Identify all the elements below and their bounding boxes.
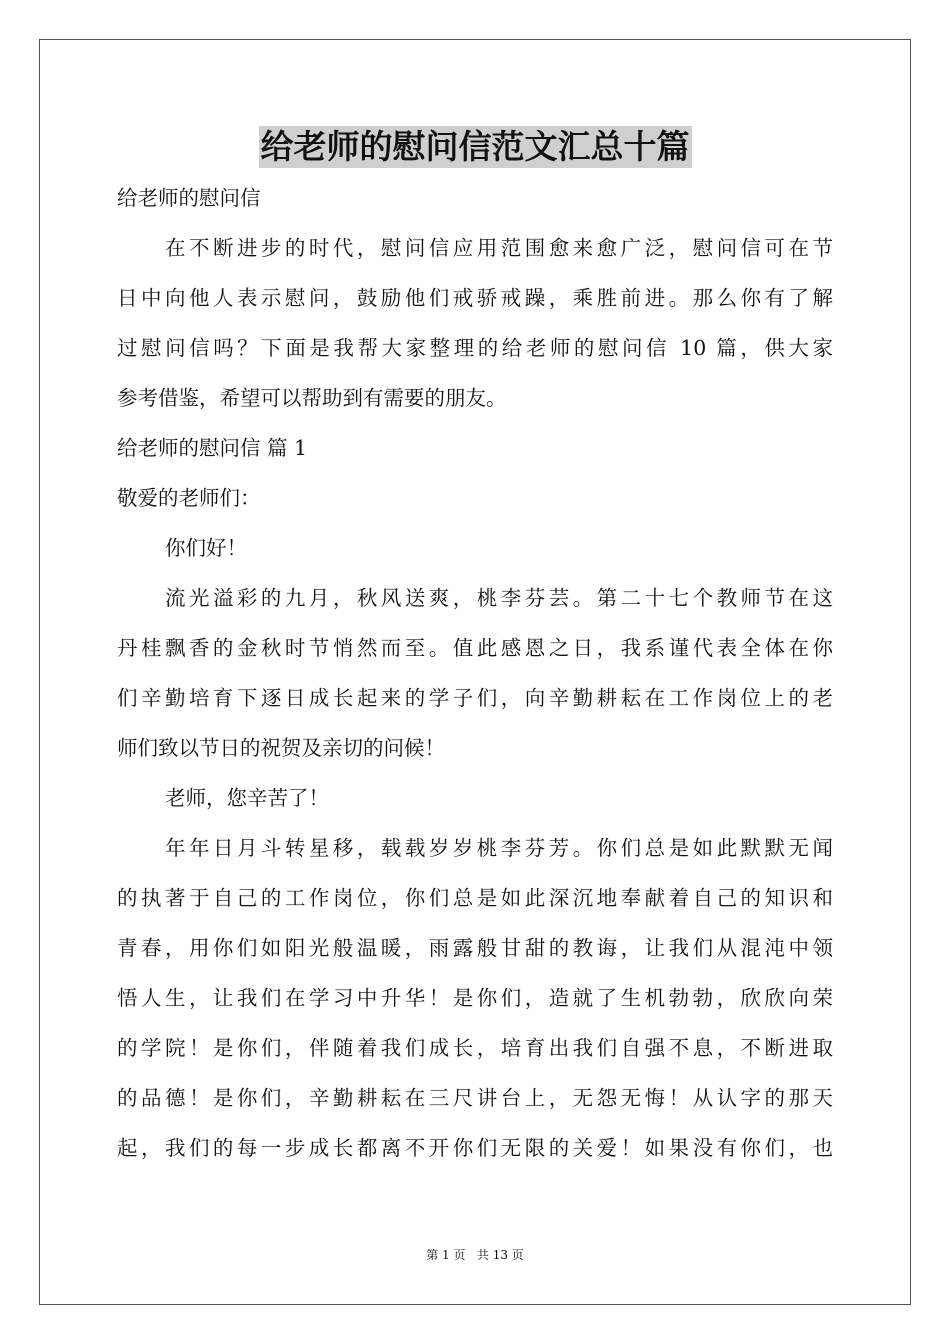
paragraph-line: 在不断进步的时代，慰问信应用范围愈来愈广泛，慰问信可在节 [165,236,833,260]
paragraph-line: 们辛勤培育下逐日成长起来的学子们，向辛勤耕耘在工作岗位上的老 [117,686,833,710]
greeting: 你们好！ [165,536,247,560]
paragraph-line: 的品德！是你们，辛勤耕耘在三尺讲台上，无怨无悔！从认字的那天 [117,1086,833,1110]
paragraph-line: 参考借鉴，希望可以帮助到有需要的朋友。 [117,386,507,410]
paragraph-line: 年年日月斗转星移，载载岁岁桃李芬芳。你们总是如此默默无闻 [165,836,833,860]
title-container [0,126,950,168]
paragraph-line: 青春，用你们如阳光般温暖，雨露般甘甜的教诲，让我们从混沌中领 [117,936,833,960]
paragraph-line: 的执著于自己的工作岗位，你们总是如此深沉地奉献着自己的知识和 [117,886,833,910]
paragraph-line: 过慰问信吗？下面是我帮大家整理的给老师的慰问信 10 篇，供大家 [117,336,833,360]
page-border [39,39,911,1305]
paragraph-line: 流光溢彩的九月，秋风送爽，桃李芬芸。第二十七个教师节在这 [165,586,833,610]
paragraph-line: 日中向他人表示慰问，鼓励他们戒骄戒躁，乘胜前进。那么你有了解 [117,286,833,310]
salutation: 敬爱的老师们： [117,486,261,510]
paragraph-line: 悟人生，让我们在学习中升华！是你们，造就了生机勃勃，欣欣向荣 [117,986,833,1010]
paragraph-line: 的学院！是你们，伴随着我们成长，培育出我们自强不息，不断进取 [117,1036,833,1060]
section-heading: 给老师的慰问信 [117,186,261,210]
letter-heading: 给老师的慰问信 篇 1 [117,436,308,460]
paragraph-line: 老师，您辛苦了！ [165,786,329,810]
paragraph-line: 起，我们的每一步成长都离不开你们无限的关爱！如果没有你们，也 [117,1136,833,1160]
paragraph-line: 丹桂飘香的金秋时节悄然而至。值此感恩之日，我系谨代表全体在你 [117,636,833,660]
page-footer: 第 1 页 共 13 页 [426,1248,524,1262]
document-title: 给老师的慰问信范文汇总十篇 [260,127,690,166]
paragraph-line: 师们致以节日的祝贺及亲切的问候！ [117,736,445,760]
